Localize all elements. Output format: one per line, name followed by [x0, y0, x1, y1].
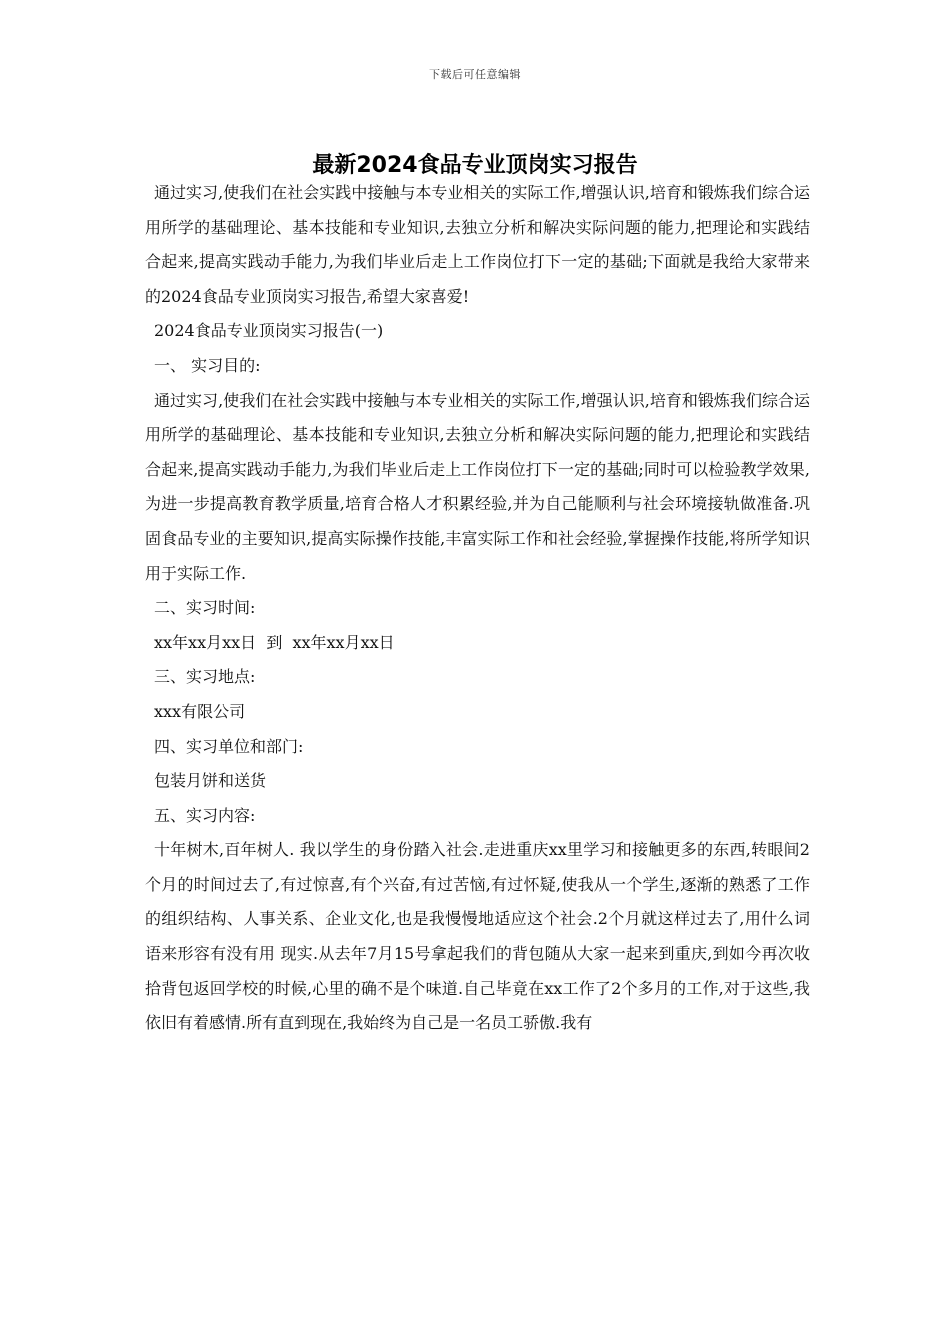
section-text-content: 十年树木,百年树人. 我以学生的身份踏入社会.走进重庆xx里学习和接触更多的东西,转眼间2个月的时间过去了,有过惊喜,有个兴奋,有过苦恼,有过怀疑,使我从一个学生,逐渐的熟悉了工作的组织结构、人事关系、企业文化,也是我慢慢地适应这个社会.2个月就这样过去了,用什么词语来形容有没有用 现实.从去年7月15号拿起我们的背包随从大家一起来到重庆,到如今再次收拾背包返回学校的时候,心里的确不是个味道.自己毕竟在xx工作了2个多月的工作,对于这些,我依旧有着感情.所有直到现在,我始终为自己是一名员工骄傲.我有: [145, 840, 810, 1033]
section-heading-time: 二、实习时间:: [154, 598, 256, 618]
document-body: [145, 176, 810, 1041]
report-heading: 2024食品专业顶岗实习报告(一): [154, 321, 384, 341]
section-heading-department: 四、实习单位和部门:: [154, 736, 304, 756]
section-text-location: xxx有限公司: [154, 701, 246, 721]
document-title: 最新2024食品专业顶岗实习报告: [312, 153, 638, 178]
intro-paragraph: 通过实习,使我们在社会实践中接触与本专业相关的实际工作,增强认识,培育和锻炼我们综合运用所学的基础理论、基本技能和专业知识,去独立分析和解决实际问题的能力,把理论和实践结合起来,提高实践动手能力,为我们毕业后走上工作岗位打下一定的基础;下面就是我给大家带来的2024食品专业顶岗实习报告,希望大家喜爱!: [145, 183, 810, 306]
header-note: 下载后可任意编辑: [429, 68, 521, 81]
section-heading-purpose: 一、 实习目的:: [154, 355, 261, 375]
section-heading-content: 五、实习内容:: [154, 805, 256, 825]
section-text-time: xx年xx月xx日 到 xx年xx月xx日: [154, 632, 395, 652]
section-heading-location: 三、实习地点:: [154, 667, 256, 687]
section-text-purpose: 通过实习,使我们在社会实践中接触与本专业相关的实际工作,增强认识,培育和锻炼我们综合运用所学的基础理论、基本技能和专业知识,去独立分析和解决实际问题的能力,把理论和实践结合起来,提高实践动手能力,为我们毕业后走上工作岗位打下一定的基础;同时可以检验教学效果,为进一步提高教育教学质量,培育合格人才积累经验,并为自己能顺利与社会环境接轨做准备.巩固食品专业的主要知识,提高实际操作技能,丰富实际工作和社会经验,掌握操作技能,将所学知识用于实际工作.: [145, 390, 810, 583]
section-text-department: 包装月饼和送货: [154, 771, 267, 791]
